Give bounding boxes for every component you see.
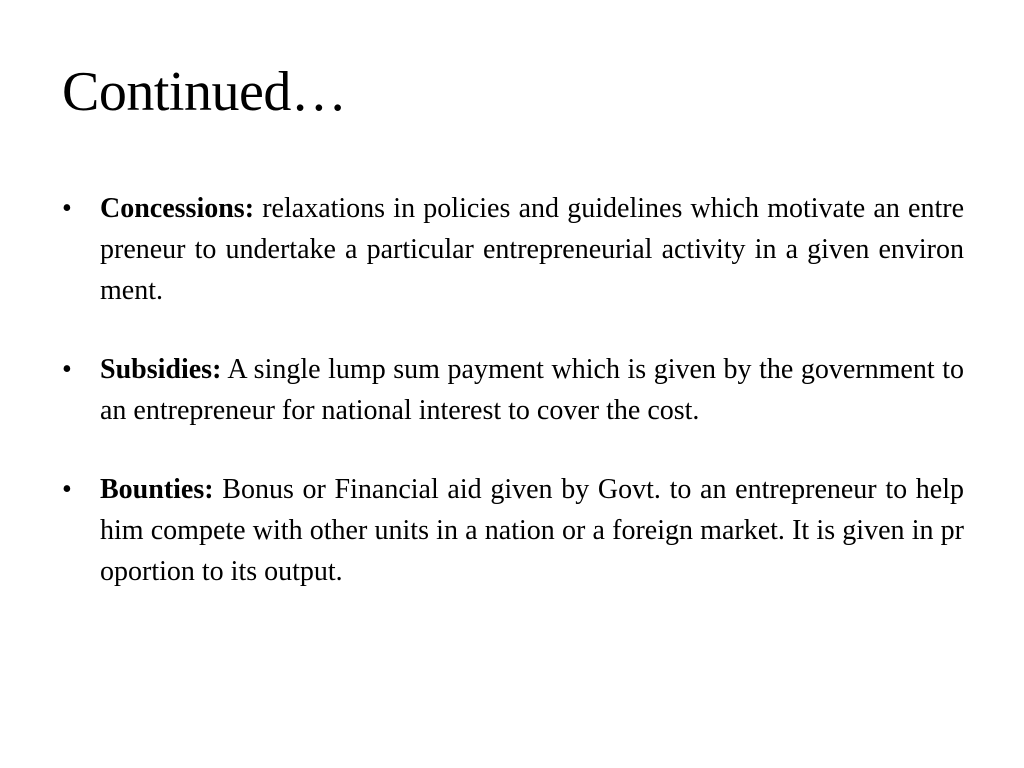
bullet-item-subsidies: [62, 349, 964, 431]
bullet-dot-icon: •: [62, 354, 72, 385]
bullet-item-bounties: [62, 469, 964, 592]
bullet-term: Bounties:: [100, 474, 214, 505]
bullet-text: relaxations in policies and guidelines which motivate an entrepreneur to undertake a particular entrepreneurial activity in a given environment.: [100, 193, 964, 306]
bullet-list: [62, 188, 964, 630]
bullet-text: A single lump sum payment which is given by the government to an entrepreneur for national interest to cover the cost.: [100, 354, 964, 426]
bullet-term: Subsidies:: [100, 354, 222, 385]
bullet-text: Bonus or Financial aid given by Govt. to an entrepreneur to help him compete with other units in a nation or a foreign market. It is given in proportion to its output.: [100, 474, 964, 587]
bullet-item-concessions: [62, 188, 964, 311]
bullet-term: Concessions:: [100, 193, 255, 224]
slide-title: Continued…: [62, 61, 347, 123]
bullet-dot-icon: •: [62, 474, 72, 505]
bullet-dot-icon: •: [62, 193, 72, 224]
